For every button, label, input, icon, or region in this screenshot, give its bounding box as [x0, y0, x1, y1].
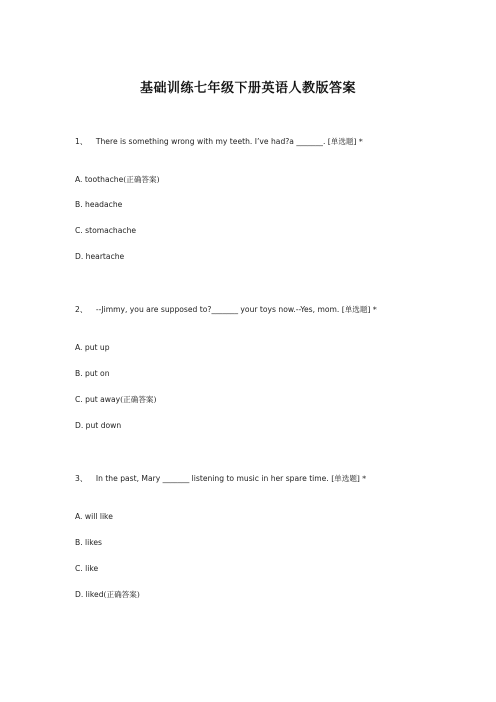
option-2c	[75, 395, 156, 405]
option-text: C. put away	[75, 395, 121, 404]
option-1c	[75, 226, 136, 236]
option-1b	[75, 200, 122, 210]
option-2b	[75, 369, 110, 379]
question-type-tag: [单选题] *	[331, 474, 367, 483]
option-text: D. heartache	[75, 252, 125, 261]
page-title: 基础训练七年级下册英语人教版答案	[139, 81, 356, 96]
question-text: In the past, Mary _______ listening to music in her spare time.	[95, 474, 329, 483]
option-text: C. like	[75, 564, 99, 573]
question-number: 3、	[75, 474, 88, 483]
option-3d	[75, 590, 140, 600]
option-2a	[75, 343, 110, 353]
question-text: There is something wrong with my teeth. I’ve had?a _______.	[95, 137, 326, 146]
option-text: C. stomachache	[75, 226, 137, 235]
option-text: D. put down	[75, 421, 122, 430]
option-text: A. will like	[75, 512, 113, 521]
correct-answer-mark: (正确答案)	[103, 590, 140, 599]
option-3c	[75, 564, 98, 574]
option-text: D. liked	[75, 590, 104, 599]
question-3	[75, 474, 366, 484]
correct-answer-mark: (正确答案)	[120, 395, 157, 404]
option-text: B. put on	[75, 369, 110, 378]
correct-answer-mark: (正确答案)	[123, 175, 160, 184]
option-text: A. toothache	[75, 175, 124, 184]
question-2	[75, 305, 377, 315]
option-1a	[75, 175, 160, 185]
question-1	[75, 137, 363, 147]
option-1d	[75, 252, 124, 262]
question-text: --Jimmy, you are supposed to?_______ your toys now.--Yes, mom.	[95, 305, 340, 314]
option-3b	[75, 538, 102, 548]
question-number: 2、	[75, 305, 88, 314]
question-number: 1、	[75, 137, 88, 146]
option-text: B. headache	[75, 200, 123, 209]
question-type-tag: [单选题] *	[341, 305, 377, 314]
option-text: B. likes	[75, 538, 103, 547]
option-2d	[75, 421, 121, 431]
option-3a	[75, 512, 113, 522]
option-text: A. put up	[75, 343, 110, 352]
question-type-tag: [单选题] *	[327, 137, 363, 146]
